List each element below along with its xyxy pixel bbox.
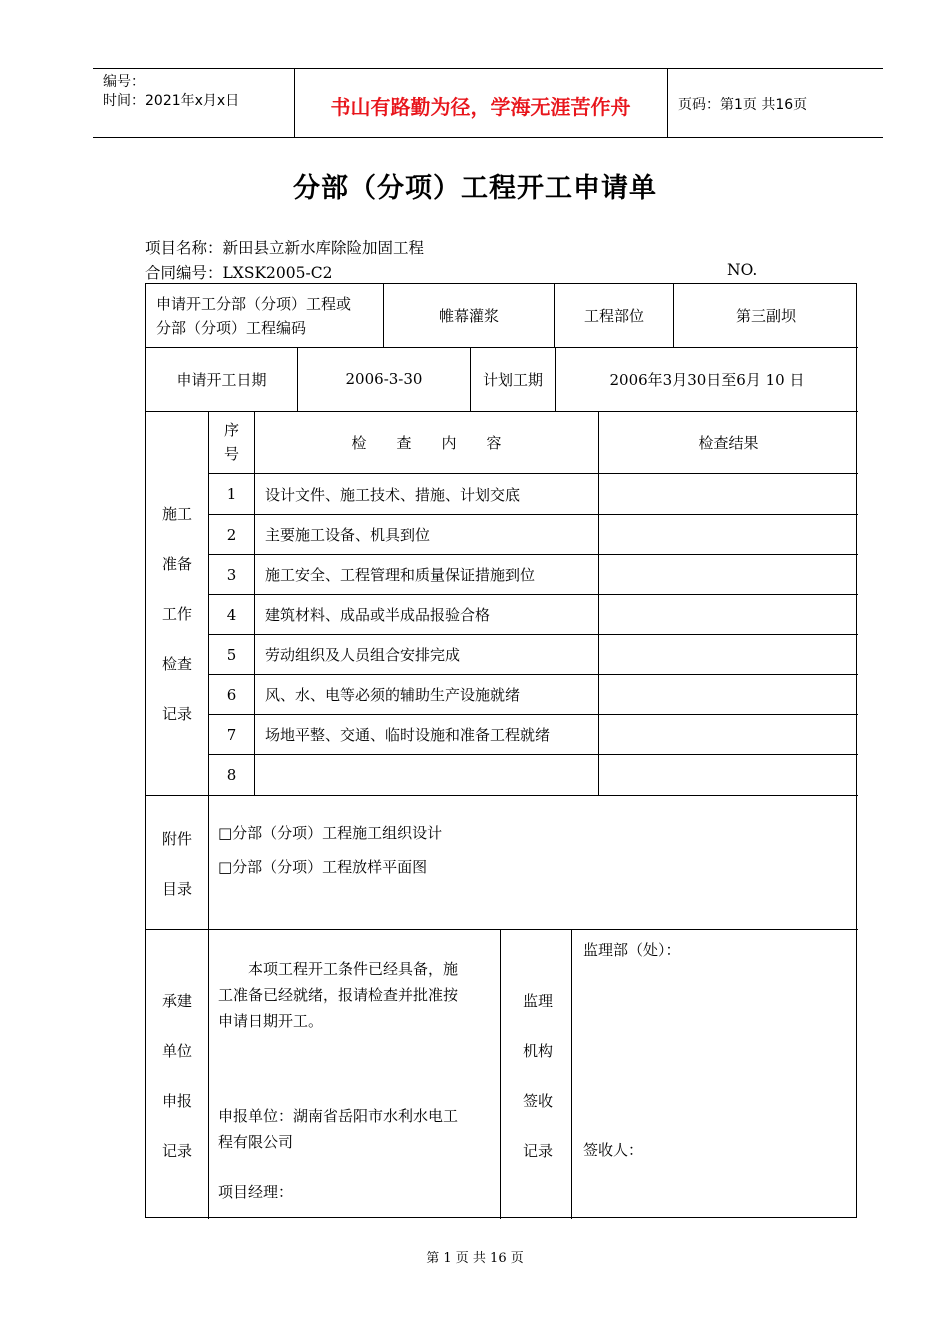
planned-period-label: 计划工期 [482, 370, 543, 389]
supervisor-side-label-part: 监理 [522, 992, 553, 1010]
page-header [93, 68, 883, 138]
work-item-label-line: 申请开工分部（分项）工程或 [156, 295, 352, 313]
header-motto: 书山有路勤为径，学海无涯苦作舟 [330, 95, 631, 119]
item-number: 2 [226, 525, 237, 544]
work-item-value: 帷幕灌浆 [438, 307, 499, 325]
prep-side-label-part: 准备 [161, 555, 192, 573]
prep-side-label-part: 检查 [161, 655, 192, 673]
contractor-unit [218, 1103, 458, 1155]
item-text: 场地平整、交通、临时设施和准备工程就绪 [265, 726, 551, 744]
attachments-side-label [147, 814, 207, 914]
item-text: 设计文件、施工技术、措施、计划交底 [265, 485, 521, 504]
seq-header-part: 号 [223, 445, 239, 463]
contractor-side-label [147, 976, 207, 1176]
item-text [255, 755, 598, 795]
signer-label: 签收人： [583, 1141, 644, 1159]
supervision-dept-label: 监理部（处）： [583, 941, 681, 959]
col-divider [208, 929, 209, 1219]
item-text: 建筑材料、成品或半成品报验合格 [265, 606, 491, 624]
unit-line: 申报单位：湖南省岳阳市水利水电工 [218, 1107, 459, 1125]
project-manager-label: 项目经理： [218, 1183, 294, 1201]
start-date-label: 申请开工日期 [176, 370, 267, 389]
page-footer: 第 1 页 共 16 页 [426, 1251, 524, 1266]
project-name: 项目名称：新田县立新水库除险加固工程 [145, 239, 425, 257]
item-number: 8 [226, 766, 237, 784]
item-number: 7 [226, 725, 237, 744]
contractor-statement [218, 956, 458, 1034]
statement-line: 工准备已经就绪，报请检查并批准按 [218, 986, 459, 1004]
contractor-side-label-part: 单位 [161, 1042, 192, 1060]
contractor-side-label-part: 记录 [161, 1142, 192, 1160]
application-form-table [145, 283, 857, 1218]
prep-side-label-part: 记录 [161, 705, 192, 723]
attachments-list [218, 816, 442, 884]
statement-line: 申请日期开工。 [218, 1012, 324, 1030]
supervisor-side-label-part: 机构 [522, 1042, 553, 1060]
item-text: 风、水、电等必须的辅助生产设施就绪 [265, 686, 521, 704]
statement-line: 本项工程开工条件已经具备，施 [218, 960, 459, 978]
seq-header [209, 411, 254, 473]
work-part-value: 第三副坝 [735, 307, 796, 325]
time-label: 时间：2021年x月x日 [103, 93, 240, 109]
item-text: 主要施工设备、机具到位 [265, 526, 431, 544]
prep-side-label-part: 施工 [161, 505, 192, 523]
contract-number: 合同编号：LXSK2005-C2 [145, 264, 333, 282]
serial-label: 编号： [103, 74, 145, 90]
work-part-label: 工程部位 [583, 307, 644, 325]
header-meta [103, 73, 239, 111]
row-divider [146, 795, 858, 796]
item-number: 5 [226, 645, 237, 664]
col-divider [500, 929, 501, 1219]
col-divider [571, 929, 572, 1219]
item-number: 6 [226, 685, 237, 704]
content-header: 检 查 内 容 [351, 433, 502, 452]
work-item-label-line: 分部（分项）工程编码 [156, 319, 307, 337]
item-number: 1 [226, 485, 237, 503]
supervisor-side-label-part: 签收 [522, 1092, 553, 1110]
item-text: 劳动组织及人员组合安排完成 [265, 646, 461, 664]
unit-line: 程有限公司 [218, 1133, 294, 1151]
col-divider [208, 795, 209, 929]
prep-side-label-part: 工作 [161, 605, 192, 623]
supervisor-side-label-part: 记录 [522, 1142, 553, 1160]
contractor-side-label-part: 承建 [161, 992, 192, 1010]
start-date-value: 2006-3-30 [345, 370, 423, 388]
header-page-info: 页码：第1页 共16页 [678, 97, 808, 113]
prep-side-label [147, 489, 207, 739]
contractor-side-label-part: 申报 [161, 1092, 192, 1110]
supervisor-side-label [508, 976, 568, 1176]
result-header: 检查结果 [698, 433, 759, 452]
header-divider [667, 69, 668, 137]
number-label: NO. [727, 261, 758, 279]
item-number: 3 [226, 565, 237, 584]
seq-header-part: 序 [223, 421, 239, 439]
document-title: 分部（分项）工程开工申请单 [293, 173, 657, 204]
attachment-item: □分部（分项）工程施工组织设计 [218, 824, 443, 842]
planned-period-value: 2006年3月30日至6月 10 日 [609, 370, 805, 389]
attachments-side-label-part: 目录 [161, 880, 192, 898]
work-item-label [156, 290, 384, 342]
row-divider [146, 929, 858, 930]
attachments-side-label-part: 附件 [161, 830, 192, 848]
item-number: 4 [226, 605, 237, 624]
item-text: 施工安全、工程管理和质量保证措施到位 [265, 566, 536, 584]
attachment-item: □分部（分项）工程放样平面图 [218, 858, 428, 876]
